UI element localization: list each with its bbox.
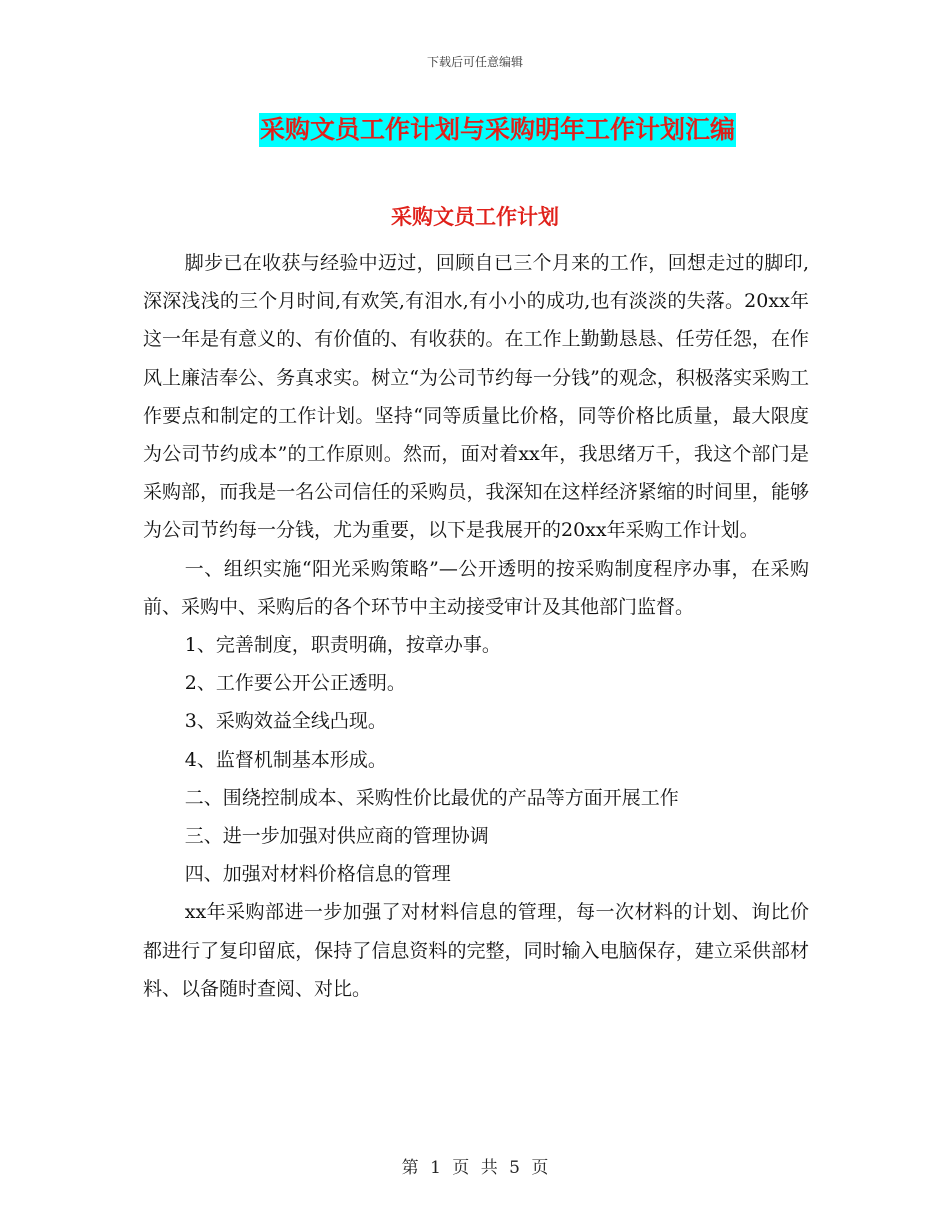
- paragraph-material-info: xx年采购部进一步加强了对材料信息的管理，每一次材料的计划、询比价都进行了复印留底，保持了信息资料的完整，同时输入电脑保存，建立采供部材料、以备随时查阅、对比。: [143, 901, 809, 1000]
- list-item: 3、采购效益全线凸现。: [184, 710, 387, 733]
- list-item: 2、工作要公开公正透明。: [184, 672, 406, 695]
- paragraph-section-three: 三、进一步加强对供应商的管理协调: [184, 825, 489, 848]
- document-body: [143, 244, 809, 1008]
- page-number: 第 1 页 共 5 页: [401, 1158, 549, 1178]
- list-item: 1、完善制度，职责明确，按章办事。: [184, 634, 501, 657]
- paragraph-intro: 脚步已在收获与经验中迈过，回顾自已三个月来的工作，回想走过的脚印,深深浅浅的三个月时间,有欢笑,有泪水,有小小的成功,也有淡淡的失落。20xx年这一年是有意义的、有价值的、有收获的。在工作上勤勤恳恳、任劳任怨，在作风上廉洁奉公、务真求实。树立“为公司节约每一分钱”的观念，积极落实采购工作要点和制定的工作计划。坚持“同等质量比价格，同等价格比质量，最大限度为公司节约成本”的工作原则。然而，面对着xx年，我思绪万千，我这个部门是采购部，而我是一名公司信任的采购员，我深知在这样经济紧缩的时间里，能够为公司节约每一分钱，尤为重要，以下是我展开的20xx年采购工作计划。: [143, 252, 809, 542]
- main-title: 采购文员工作计划与采购明年工作计划汇编: [259, 113, 736, 147]
- paragraph-section-four: 四、加强对材料价格信息的管理: [184, 863, 451, 886]
- list-item: 4、监督机制基本形成。: [184, 748, 387, 771]
- main-title-container: [0, 113, 950, 147]
- paragraph-section-one: 一、组织实施“阳光采购策略”—公开透明的按采购制度程序办事，在采购前、采购中、采购后的各个环节中主动接受审计及其他部门监督。: [143, 557, 809, 618]
- header-note: 下载后可任意编辑: [426, 55, 523, 69]
- paragraph-section-two: 二、围绕控制成本、采购性价比最优的产品等方面开展工作: [184, 786, 679, 809]
- section-title: 采购文员工作计划: [391, 205, 559, 229]
